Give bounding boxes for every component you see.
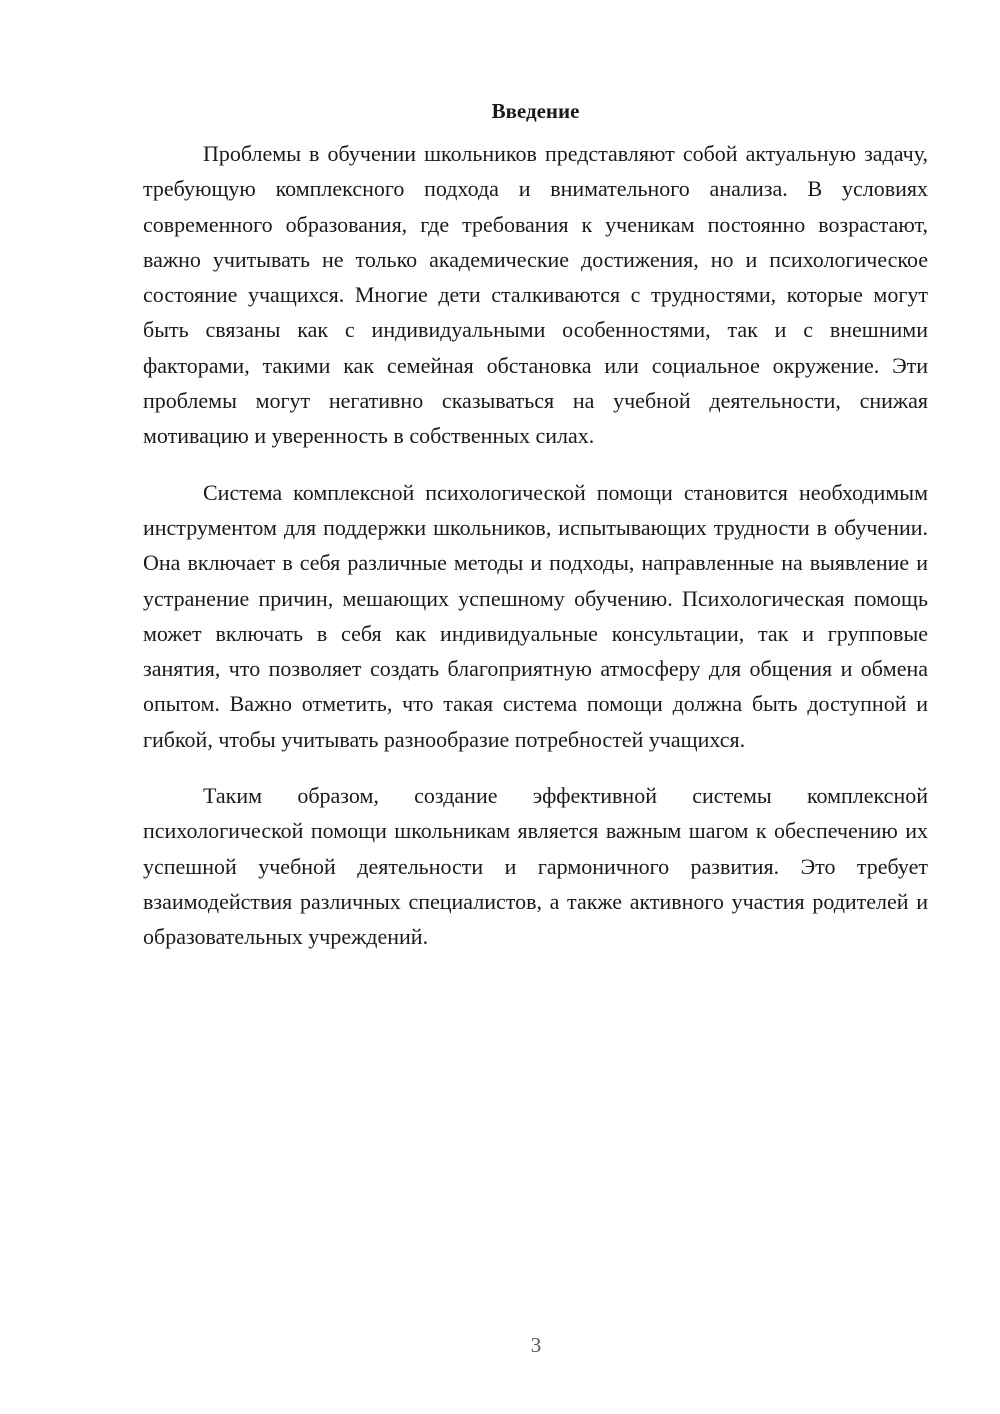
page-content [143, 96, 928, 955]
paragraph-2: Система комплексной психологической помощи становится необходимым инструментом для поддержки школьников, испытывающих трудности в обучении. Она включает в себя различные методы и подходы, направленные на выявление и устранение причин, мешающих успешному обучению. Психологическая помощь может включать в себя как индивидуальные консультации, так и групповые занятия, что позволяет создать благоприятную атмосферу для общения и обмена опытом. Важно отметить, что такая система помощи должна быть доступной и гибкой, чтобы учитывать разнообразие потребностей учащихся. [143, 479, 928, 752]
page-number: 3 [530, 1333, 542, 1357]
paragraph-3: Таким образом, создание эффективной системы комплексной психологической помощи школьникам является важным шагом к обеспечению их успешной учебной деятельности и гармоничного развития. Это требует взаимодействия различных специалистов, а также активного участия родителей и образовательных учреждений. [143, 783, 928, 950]
section-heading: Введение [491, 99, 580, 123]
paragraph-1: Проблемы в обучении школьников представляют собой актуальную задачу, требующую комплексного подхода и внимательного анализа. В условиях современного образования, где требования к ученикам постоянно возрастают, важно учитывать не только академические достижения, но и психологическое состояние учащихся. Многие дети сталкиваются с трудностями, которые могут быть связаны как с индивидуальными особенностями, так и с внешними факторами, такими как семейная обстановка или социальное окружение. Эти проблемы могут негативно сказываться на учебной деятельности, снижая мотивацию и уверенность в собственных силах. [143, 141, 928, 449]
